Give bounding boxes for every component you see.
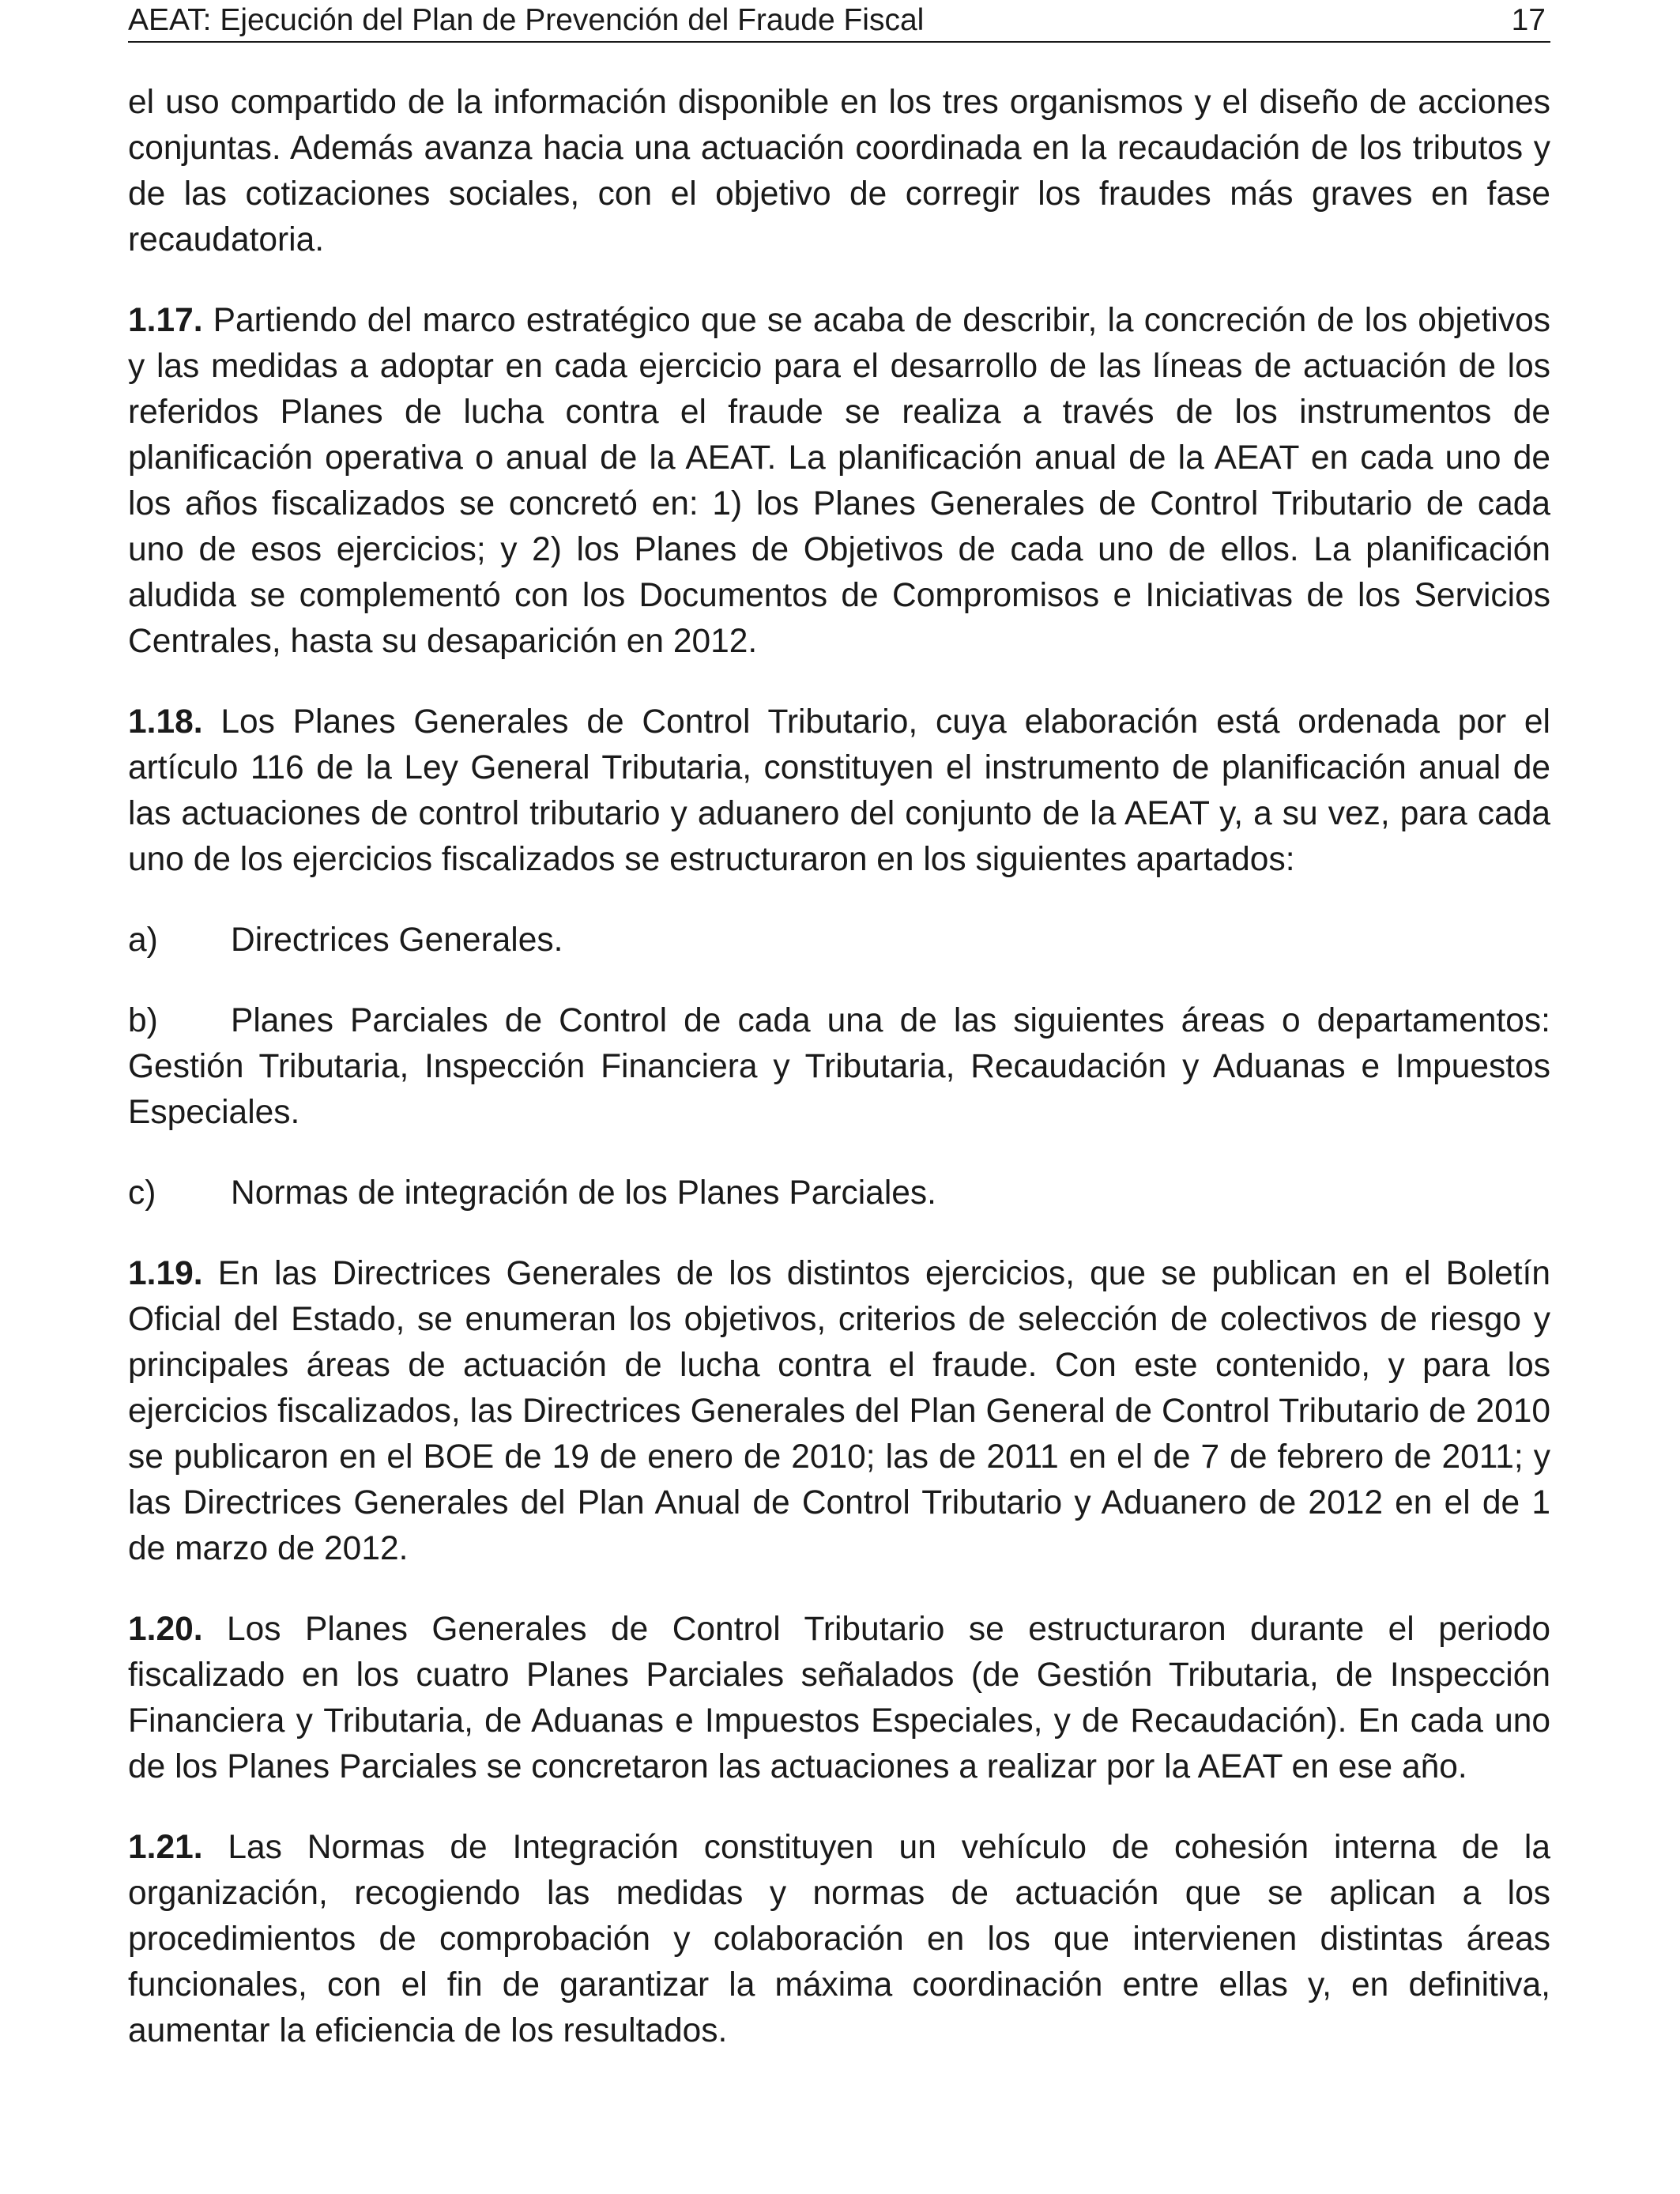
paragraph-1-19 [128, 1251, 1550, 1572]
list-marker: a) [128, 922, 158, 959]
document-body [128, 80, 1550, 2054]
paragraph-number: 1.18. [128, 703, 203, 741]
paragraph-text: Las Normas de Integración constituyen un vehículo de cohesión interna de la organización, recogiendo las medidas y normas de actuación que se aplican a los procedimientos de comprobación y colaboración en los que intervienen distintas áreas funcionales, con el fin de garantizar la máxima coordinación entre ellas y, en definitiva, aumentar la eficiencia de los resultados. [128, 1829, 1550, 2049]
list-marker: b) [128, 1002, 158, 1039]
list-item-text: Normas de integración de los Planes Parciales. [231, 1174, 936, 1212]
paragraph-number: 1.17. [128, 302, 203, 339]
paragraph-text: Los Planes Generales de Control Tributario se estructuraron durante el periodo fiscalizado en los cuatro Planes Parciales señalados (de Gestión Tributaria, de Inspección Financiera y Tributaria, de Aduanas e Impuestos Especiales, y de Recaudación). En cada uno de los Planes Parciales se concretaron las actuaciones a realizar por la AEAT en ese año. [128, 1611, 1550, 1785]
paragraph-number: 1.21. [128, 1829, 203, 1866]
paragraph-text: Los Planes Generales de Control Tributario, cuya elaboración está ordenada por el artículo 116 de la Ley General Tributaria, constituyen el instrumento de planificación anual de las actuaciones de control tributario y aduanero del conjunto de la AEAT y, a su vez, para cada uno de los ejercicios fiscalizados se estructuraron en los siguientes apartados: [128, 703, 1550, 878]
running-header [128, 0, 1550, 43]
paragraph-text: En las Directrices Generales de los distintos ejercicios, que se publican en el Boletín Oficial del Estado, se enumeran los objetivos, criterios de selección de colectivos de riesgo y principales áreas de actuación de lucha contra el fraude. Con este contenido, y para los ejercicios fiscalizados, las Directrices Generales del Plan General de Control Tributario de 2010 se publicaron en el BOE de 19 de enero de 2010; las de 2011 en el de 7 de febrero de 2011; y las Directrices Generales del Plan Anual de Control Tributario y Aduanero de 2012 en el de 1 de marzo de 2012. [128, 1255, 1550, 1567]
paragraph-1-18 [128, 699, 1550, 883]
paragraph-1-21 [128, 1825, 1550, 2054]
paragraph-number: 1.19. [128, 1255, 203, 1292]
paragraph-text: el uso compartido de la información disponible en los tres organismos y el diseño de acciones conjuntas. Además avanza hacia una actuación coordinada en la recaudación de los tributos y de las cotizaciones sociales, con el objetivo de corregir los fraudes más graves en fase recaudatoria. [128, 84, 1550, 258]
list-item-b [128, 998, 1550, 1136]
intro-paragraph [128, 80, 1550, 263]
paragraph-1-20 [128, 1607, 1550, 1790]
list-item-text: Planes Parciales de Control de cada una de las siguientes áreas o departamentos: Gestión Tributaria, Inspección Financiera y Tributaria, Recaudación y Aduanas e Impuestos Especiales. [128, 1002, 1550, 1131]
list-marker: c) [128, 1174, 156, 1212]
header-title: AEAT: Ejecución del Plan de Prevención del Fraude Fiscal [128, 3, 925, 37]
page-number: 17 [1511, 3, 1546, 37]
paragraph-1-17 [128, 298, 1550, 665]
list-item-text: Directrices Generales. [231, 922, 563, 959]
list-item-a [128, 918, 1550, 963]
paragraph-number: 1.20. [128, 1611, 203, 1648]
paragraph-text: Partiendo del marco estratégico que se acaba de describir, la concreción de los objetivos y las medidas a adoptar en cada ejercicio para el desarrollo de las líneas de actuación de los referidos Planes de lucha contra el fraude se realiza a través de los instrumentos de planificación operativa o anual de la AEAT. La planificación anual de la AEAT en cada uno de los años fiscalizados se concretó en: 1) los Planes Generales de Control Tributario de cada uno de esos ejercicios; y 2) los Planes de Objetivos de cada uno de ellos. La planificación aludida se complementó con los Documentos de Compromisos e Iniciativas de los Servicios Centrales, hasta su desaparición en 2012. [128, 302, 1550, 660]
list-item-c [128, 1171, 1550, 1216]
